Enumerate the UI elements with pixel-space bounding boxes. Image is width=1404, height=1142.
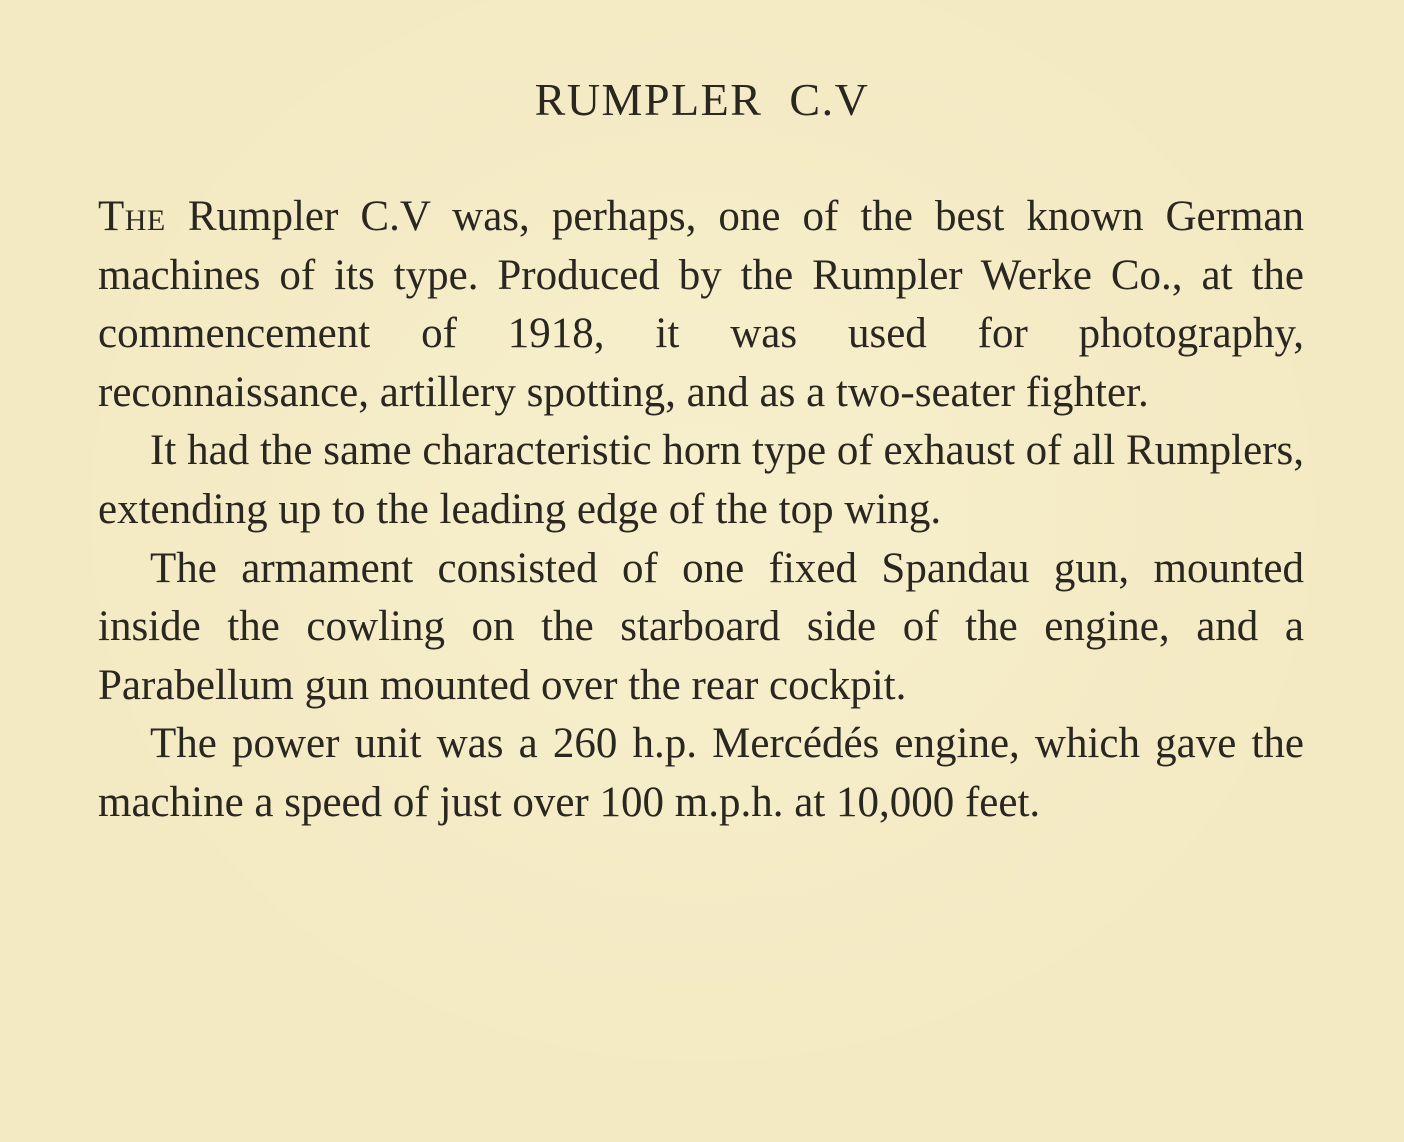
paragraph-1-lead: The — [98, 193, 166, 240]
paragraph-3: The armament consisted of one fixed Spandau gun, mounted inside the cowling on the starboard side of the engine, and a Parabellum gun mounted over the rear cockpit. — [98, 544, 1304, 709]
paragraph-1-text: Rumpler C.V was, perhaps, one of the best known German machines of its type. Produced by the Rumpler Werke Co., at the commencement of 1918, it was used for photography, reconnaissance, artillery spotting, and as a two-seater fighter. — [98, 193, 1304, 416]
page-title: RUMPLER C.V — [534, 74, 870, 125]
article-body — [98, 188, 1304, 833]
paragraph-2: It had the same characteristic horn type of exhaust of all Rumplers, extending up to the leading edge of the top wing. — [98, 427, 1304, 533]
paragraph-4: The power unit was a 260 h.p. Mercédés engine, which gave the machine a speed of just over 100 m.p.h. at 10,000 feet. — [98, 720, 1304, 826]
paragraph-1 — [98, 188, 1304, 422]
